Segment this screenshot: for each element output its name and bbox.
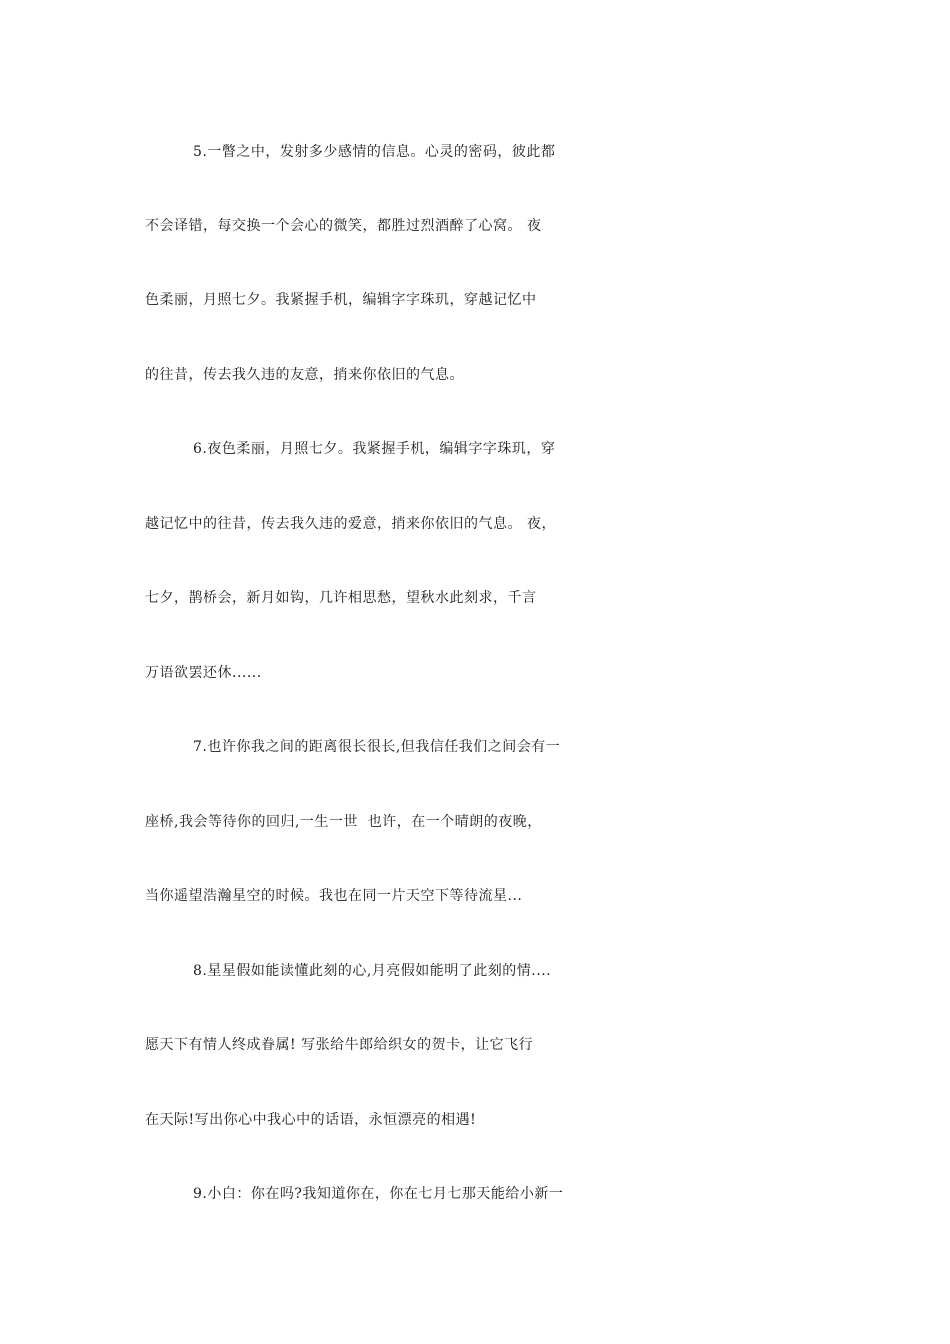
paragraph-8-line-3: 在天际!写出你心中我心中的话语，永恒漂亮的相遇! [145,1112,477,1128]
paragraph-7-line-2: 座桥,我会等待你的回归,一生一世 也许，在一个晴朗的夜晚， [145,814,542,830]
paragraph-6-line-2: 越记忆中的往昔，传去我久违的爱意，捎来你依旧的气息。 夜， [145,516,556,532]
paragraph-5-line-3: 色柔丽，月照七夕。我紧握手机，编辑字字珠玑，穿越记忆中 [145,292,537,308]
paragraph-9-line-1: 9.小白：你在吗?我知道你在，你在七月七那天能给小新一 [193,1186,564,1202]
paragraph-5-line-4: 的往昔，传去我久违的友意，捎来你依旧的气息。 [145,367,464,383]
paragraph-5-line-1: 5.一瞥之中，发射多少感情的信息。心灵的密码，彼此都 [193,144,556,160]
paragraph-8-line-1: 8.星星假如能读懂此刻的心,月亮假如能明了此刻的情.... [193,963,552,979]
paragraph-7-line-3: 当你遥望浩瀚星空的时候。我也在同一片天空下等待流星... [145,888,523,904]
paragraph-7-line-1: 7.也许你我之间的距离很长很长,但我信任我们之间会有一 [193,739,561,755]
paragraph-6-line-4: 万语欲罢还休...... [145,665,262,681]
paragraph-6-line-3: 七夕，鹊桥会，新月如钩，几许相思愁，望秋水此刻求，千言 [145,590,537,606]
paragraph-6-line-1: 6.夜色柔丽，月照七夕。我紧握手机，编辑字字珠玑，穿 [193,441,556,457]
paragraph-8-line-2: 愿天下有情人终成眷属! 写张给牛郎给织女的贺卡，让它飞行 [145,1037,534,1053]
paragraph-5-line-2: 不会译错，每交换一个会心的微笑，都胜过烈酒醉了心窝。 夜 [145,218,542,234]
